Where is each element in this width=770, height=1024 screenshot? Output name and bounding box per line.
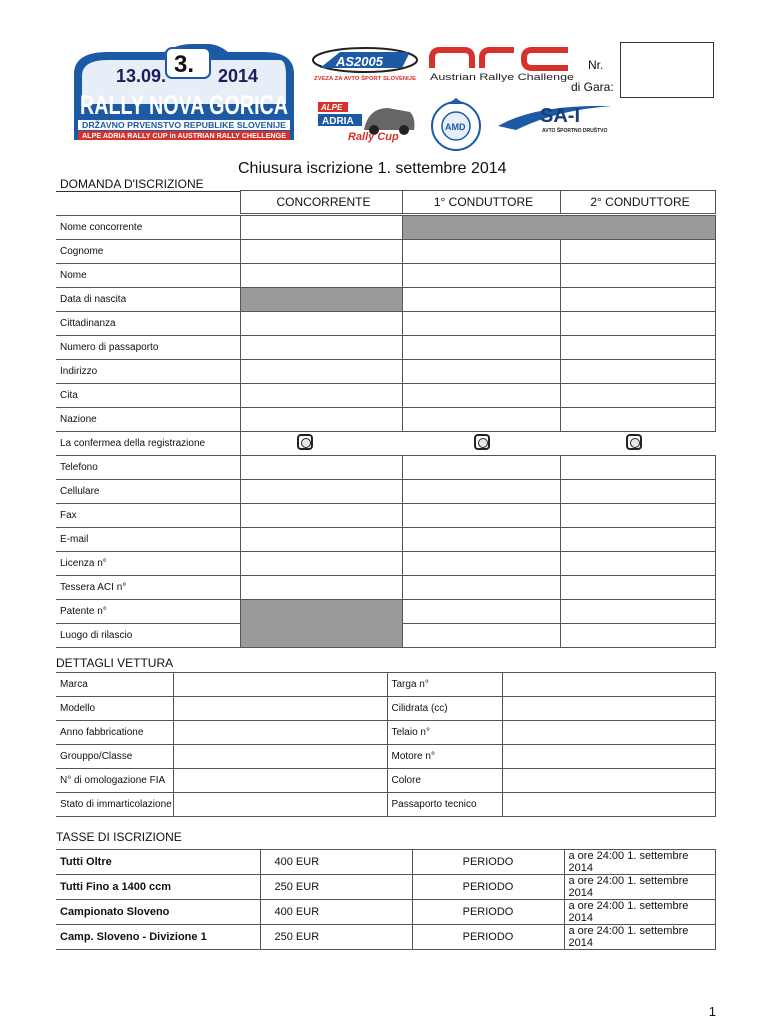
table-row bbox=[56, 408, 715, 432]
row-label: Cita bbox=[56, 384, 240, 408]
table-row bbox=[56, 850, 715, 875]
svg-text:Rally Cup: Rally Cup bbox=[348, 131, 399, 143]
car-field[interactable] bbox=[502, 673, 715, 697]
car-field[interactable] bbox=[173, 769, 387, 793]
field-conduttore-1[interactable] bbox=[402, 624, 560, 648]
row-label: Fax bbox=[56, 504, 240, 528]
col-header-concorrente: CONCORRENTE bbox=[241, 191, 403, 214]
table-row bbox=[56, 673, 715, 697]
field-concorrente[interactable] bbox=[240, 456, 402, 480]
application-header bbox=[240, 190, 716, 214]
field-disabled bbox=[240, 600, 402, 648]
car-label: Cilidrata (cc) bbox=[387, 697, 502, 721]
field-concorrente[interactable] bbox=[240, 312, 402, 336]
row-label: Indirizzo bbox=[56, 360, 240, 384]
fee-amount: 250 EUR bbox=[260, 925, 412, 950]
fee-period: PERIODO bbox=[412, 875, 564, 900]
svg-text:arc: arc bbox=[428, 66, 430, 67]
race-gara-label: di Gara: bbox=[571, 80, 614, 94]
fee-period: PERIODO bbox=[412, 900, 564, 925]
fee-amount: 400 EUR bbox=[260, 900, 412, 925]
field-conduttore-2[interactable] bbox=[560, 384, 715, 408]
svg-text:2014: 2014 bbox=[218, 66, 259, 86]
confirm-cell bbox=[560, 432, 715, 456]
application-table bbox=[56, 215, 716, 648]
car-label: Motore n° bbox=[387, 745, 502, 769]
field-conduttore-2[interactable] bbox=[560, 528, 715, 552]
table-row bbox=[56, 360, 715, 384]
table-row bbox=[56, 552, 715, 576]
svg-text:AS2005: AS2005 bbox=[336, 54, 383, 69]
row-label: La confermea della registrazione bbox=[56, 432, 240, 456]
car-field[interactable] bbox=[173, 793, 387, 817]
table-row bbox=[56, 240, 715, 264]
alpe-adria-rally-cup-logo bbox=[318, 100, 418, 144]
field-concorrente[interactable] bbox=[240, 480, 402, 504]
car-table bbox=[56, 672, 716, 817]
car-field[interactable] bbox=[502, 745, 715, 769]
closing-date: Chiusura iscrizione 1. settembre 2014 bbox=[238, 160, 507, 177]
field-conduttore-1[interactable] bbox=[402, 480, 560, 504]
field-disabled bbox=[240, 288, 402, 312]
field-conduttore-1[interactable] bbox=[402, 576, 560, 600]
svg-text:DRŽAVNO PRVENSTVO REPUBLIKE SL: DRŽAVNO PRVENSTVO REPUBLIKE SLOVENIJE bbox=[82, 120, 280, 130]
confirm-cell bbox=[240, 432, 402, 456]
table-row bbox=[56, 769, 715, 793]
field-conduttore-1[interactable] bbox=[402, 312, 560, 336]
field-conduttore-2[interactable] bbox=[560, 456, 715, 480]
field-concorrente[interactable] bbox=[240, 552, 402, 576]
table-row bbox=[56, 504, 715, 528]
svg-text:AMD: AMD bbox=[445, 122, 466, 132]
checkbox-conduttore-2[interactable] bbox=[626, 434, 642, 450]
field-disabled bbox=[402, 216, 715, 240]
field-conduttore-2[interactable] bbox=[560, 312, 715, 336]
car-label: Anno fabbricatione bbox=[56, 721, 173, 745]
field-concorrente[interactable] bbox=[240, 360, 402, 384]
row-label: Tessera ACI n° bbox=[56, 576, 240, 600]
table-row bbox=[56, 288, 715, 312]
field-conduttore-2[interactable] bbox=[560, 264, 715, 288]
svg-text:SA-I: SA-I bbox=[540, 105, 580, 127]
row-label: Telefono bbox=[56, 456, 240, 480]
table-row bbox=[56, 528, 715, 552]
field-conduttore-2[interactable] bbox=[560, 600, 715, 624]
svg-text:ALPE: ALPE bbox=[321, 103, 343, 112]
field-conduttore-1[interactable] bbox=[402, 408, 560, 432]
field-conduttore-1[interactable] bbox=[402, 240, 560, 264]
table-row bbox=[56, 432, 715, 456]
svg-text:ALPE ADRIA RALLY CUP in AUSTRI: ALPE ADRIA RALLY CUP in AUSTRIAN RALLY CHELLENGE bbox=[82, 133, 287, 140]
col-header-conduttore-2: 2° CONDUTTORE bbox=[561, 191, 716, 214]
table-row bbox=[56, 264, 715, 288]
field-concorrente[interactable] bbox=[240, 336, 402, 360]
field-conduttore-2[interactable] bbox=[560, 240, 715, 264]
svg-text:ADRIA: ADRIA bbox=[322, 116, 354, 127]
car-label: Targa n° bbox=[387, 673, 502, 697]
table-row bbox=[56, 697, 715, 721]
table-row bbox=[56, 456, 715, 480]
row-label: Nazione bbox=[56, 408, 240, 432]
field-conduttore-2[interactable] bbox=[560, 408, 715, 432]
car-label: Stato di immarticolazione bbox=[56, 793, 173, 817]
fee-deadline: a ore 24:00 1. settembre 2014 bbox=[564, 850, 715, 875]
svg-text:ZVEZA ZA AVTO ŠPORT SLOVENIJE: ZVEZA ZA AVTO ŠPORT SLOVENIJE bbox=[314, 76, 401, 82]
section-divider bbox=[56, 191, 240, 192]
row-label: Nome concorrente bbox=[56, 216, 240, 240]
fees-table bbox=[56, 849, 716, 950]
field-conduttore-2[interactable] bbox=[560, 576, 715, 600]
field-conduttore-2[interactable] bbox=[560, 480, 715, 504]
race-number-box[interactable] bbox=[620, 42, 714, 98]
car-label: Grouppo/Classe bbox=[56, 745, 173, 769]
field-conduttore-1[interactable] bbox=[402, 504, 560, 528]
fee-amount: 250 EUR bbox=[260, 875, 412, 900]
field-conduttore-2[interactable] bbox=[560, 624, 715, 648]
row-label: Numero di passaporto bbox=[56, 336, 240, 360]
col-header-conduttore-1: 1° CONDUTTORE bbox=[403, 191, 561, 214]
field-conduttore-1[interactable] bbox=[402, 360, 560, 384]
car-label: Modello bbox=[56, 697, 173, 721]
checkbox-conduttore-1[interactable] bbox=[474, 434, 490, 450]
car-section-title: DETTAGLI VETTURA bbox=[56, 656, 174, 670]
row-label: Cellulare bbox=[56, 480, 240, 504]
fee-category: Camp. Sloveno - Divizione 1 bbox=[56, 925, 260, 950]
svg-text:13.09.: 13.09. bbox=[116, 66, 167, 86]
amd-gorica-logo bbox=[428, 96, 484, 152]
field-conduttore-1[interactable] bbox=[402, 264, 560, 288]
row-label: Cittadinanza bbox=[56, 312, 240, 336]
car-label: Telaio n° bbox=[387, 721, 502, 745]
row-label: Patente n° bbox=[56, 600, 240, 624]
race-number-label: Nr. bbox=[588, 58, 604, 72]
car-label: Passaporto tecnico bbox=[387, 793, 502, 817]
row-label: Nome bbox=[56, 264, 240, 288]
fee-deadline: a ore 24:00 1. settembre 2014 bbox=[564, 925, 715, 950]
field-concorrente[interactable] bbox=[240, 264, 402, 288]
field-concorrente[interactable] bbox=[240, 384, 402, 408]
table-row bbox=[56, 925, 715, 950]
field-conduttore-2[interactable] bbox=[560, 360, 715, 384]
fee-period: PERIODO bbox=[412, 850, 564, 875]
svg-text:3.: 3. bbox=[174, 51, 195, 78]
table-row bbox=[56, 384, 715, 408]
field-concorrente[interactable] bbox=[240, 240, 402, 264]
field-conduttore-1[interactable] bbox=[402, 384, 560, 408]
table-row bbox=[56, 576, 715, 600]
fee-amount: 400 EUR bbox=[260, 850, 412, 875]
field-concorrente[interactable] bbox=[240, 528, 402, 552]
checkbox-concorrente[interactable] bbox=[297, 434, 313, 450]
field-conduttore-1[interactable] bbox=[402, 456, 560, 480]
table-row bbox=[56, 793, 715, 817]
car-field[interactable] bbox=[502, 793, 715, 817]
field-conduttore-2[interactable] bbox=[560, 336, 715, 360]
car-field[interactable] bbox=[173, 673, 387, 697]
application-section-title: DOMANDA D'ISCRIZIONE bbox=[60, 177, 204, 191]
field-conduttore-1[interactable] bbox=[402, 528, 560, 552]
field-concorrente[interactable] bbox=[240, 504, 402, 528]
car-field[interactable] bbox=[173, 745, 387, 769]
field-conduttore-1[interactable] bbox=[402, 552, 560, 576]
rally-nova-gorica-logo bbox=[68, 44, 300, 148]
table-row bbox=[56, 600, 715, 624]
as2005-logo bbox=[310, 46, 420, 82]
field-conduttore-1[interactable] bbox=[402, 336, 560, 360]
confirm-cell bbox=[402, 432, 560, 456]
car-label: N° di omologazione FIA bbox=[56, 769, 173, 793]
field-concorrente[interactable] bbox=[240, 408, 402, 432]
fee-category: Tutti Fino a 1400 ccm bbox=[56, 875, 260, 900]
table-row bbox=[56, 721, 715, 745]
row-label: Licenza n° bbox=[56, 552, 240, 576]
table-row bbox=[56, 216, 715, 240]
field-conduttore-1[interactable] bbox=[402, 600, 560, 624]
row-label: Data di nascita bbox=[56, 288, 240, 312]
car-field[interactable] bbox=[502, 721, 715, 745]
car-field[interactable] bbox=[173, 721, 387, 745]
svg-text:Austrian Rallye Challenge: Austrian Rallye Challenge bbox=[430, 72, 574, 82]
car-field[interactable] bbox=[502, 697, 715, 721]
row-label: Cognome bbox=[56, 240, 240, 264]
svg-text:RALLY NOVA GORICA: RALLY NOVA GORICA bbox=[80, 90, 288, 120]
table-row bbox=[56, 480, 715, 504]
fee-category: Tutti Oltre bbox=[56, 850, 260, 875]
field-concorrente[interactable] bbox=[240, 216, 402, 240]
table-row bbox=[56, 745, 715, 769]
table-row bbox=[56, 875, 715, 900]
fees-section-title: TASSE DI ISCRIZIONE bbox=[56, 830, 182, 844]
row-label: E-mail bbox=[56, 528, 240, 552]
svg-text:AVTO ŠPORTNO DRUŠTVO: AVTO ŠPORTNO DRUŠTVO bbox=[542, 128, 608, 134]
fee-deadline: a ore 24:00 1. settembre 2014 bbox=[564, 875, 715, 900]
row-label: Luogo di rilascio bbox=[56, 624, 240, 648]
field-conduttore-2[interactable] bbox=[560, 288, 715, 312]
car-field[interactable] bbox=[173, 697, 387, 721]
table-row bbox=[56, 900, 715, 925]
car-label: Colore bbox=[387, 769, 502, 793]
sai-logo bbox=[496, 100, 616, 140]
field-conduttore-2[interactable] bbox=[560, 504, 715, 528]
fee-deadline: a ore 24:00 1. settembre 2014 bbox=[564, 900, 715, 925]
table-row bbox=[56, 312, 715, 336]
field-concorrente[interactable] bbox=[240, 576, 402, 600]
table-row bbox=[56, 336, 715, 360]
field-conduttore-1[interactable] bbox=[402, 288, 560, 312]
fee-category: Campionato Sloveno bbox=[56, 900, 260, 925]
car-label: Marca bbox=[56, 673, 173, 697]
fee-period: PERIODO bbox=[412, 925, 564, 950]
field-conduttore-2[interactable] bbox=[560, 552, 715, 576]
car-field[interactable] bbox=[502, 769, 715, 793]
arc-logo bbox=[428, 46, 578, 84]
page-number: 1 bbox=[708, 1004, 716, 1019]
